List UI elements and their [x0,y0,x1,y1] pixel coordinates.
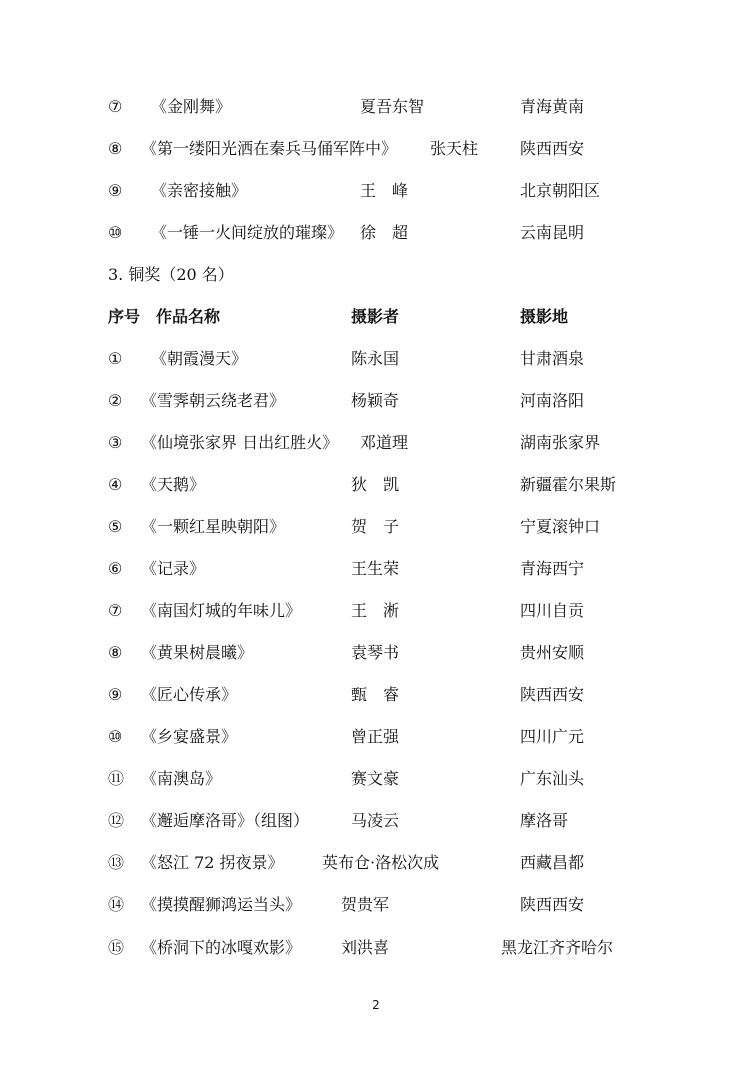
page-number: 2 [372,998,380,1012]
table-row [0,681,752,709]
photographer: 曾正强 [351,727,400,746]
row-number: ⑧ [108,643,123,662]
photographer: 邓道理 [360,433,409,452]
row-number: ⑪ [108,769,125,788]
header-photographer: 摄影者 [351,307,400,326]
table-header [0,303,752,331]
photographer: 贺 子 [351,517,400,536]
shooting-location: 陕西西安 [520,895,585,914]
shooting-location: 陕西西安 [520,139,585,158]
row-number: ⑦ [108,97,123,116]
shooting-location: 陕西西安 [520,685,585,704]
work-title: 《黄果树晨曦》 [141,643,254,662]
row-number: ⑭ [108,895,125,914]
photographer: 杨颖奇 [351,391,400,410]
shooting-location: 甘肃酒泉 [520,349,585,368]
table-row [0,93,752,121]
photographer: 袁琴书 [351,643,400,662]
section-heading-bronze: 3. 铜奖（20 名） [108,265,234,284]
table-row [0,219,752,247]
photographer: 英布仓·洛松次成 [322,853,440,872]
work-title: 《南国灯城的年味儿》 [141,601,302,620]
work-title: 《仙境张家界 日出红胜火》 [141,433,339,452]
row-number: ⑨ [108,685,123,704]
row-number: ⑨ [108,181,123,200]
work-title: 《金刚舞》 [151,97,232,116]
shooting-location: 广东汕头 [520,769,585,788]
photographer: 王生荣 [351,559,400,578]
table-row [0,513,752,541]
work-title: 《一颗红星映朝阳》 [141,517,286,536]
row-number: ⑧ [108,139,123,158]
table-row [0,765,752,793]
photographer: 张天柱 [430,139,479,158]
row-number: ④ [108,475,123,494]
row-number: ⑦ [108,601,123,620]
photographer: 赛文豪 [351,769,400,788]
photographer: 夏吾东智 [360,97,425,116]
table-row [0,345,752,373]
photographer: 徐 超 [360,223,409,242]
table-row [0,135,752,163]
shooting-location: 贵州安顺 [520,643,585,662]
work-title: 《第一缕阳光洒在秦兵马俑军阵中》 [141,139,398,158]
photographer: 王 峰 [360,181,409,200]
shooting-location: 河南洛阳 [520,391,585,410]
work-title: 《南澳岛》 [141,769,222,788]
shooting-location: 青海西宁 [520,559,585,578]
photographer: 狄 凯 [351,475,400,494]
shooting-location: 西藏昌都 [520,853,585,872]
work-title: 《一锤一火间绽放的璀璨》 [151,223,344,242]
work-title: 《朝霞漫天》 [151,349,248,368]
header-location: 摄影地 [520,307,569,326]
work-title: 《怒江 72 拐夜景》 [141,853,284,872]
photographer: 贺贵军 [341,895,390,914]
shooting-location: 黑龙江齐齐哈尔 [501,938,614,957]
work-title: 《天鹅》 [141,475,206,494]
photographer: 刘洪喜 [341,938,390,957]
header-number-title: 序号 作品名称 [108,307,221,326]
row-number: ⑫ [108,811,125,830]
row-number: ⑬ [108,853,125,872]
photographer: 甄 睿 [351,685,400,704]
work-title: 《雪霁朝云绕老君》 [141,391,286,410]
shooting-location: 新疆霍尔果斯 [520,475,617,494]
shooting-location: 湖南张家界 [520,433,601,452]
table-row [0,597,752,625]
table-row [0,555,752,583]
shooting-location: 四川广元 [520,727,585,746]
table-row [0,471,752,499]
table-row [0,639,752,667]
shooting-location: 云南昆明 [520,223,585,242]
row-number: ⑩ [108,727,123,746]
shooting-location: 青海黄南 [520,97,585,116]
work-title: 《摸摸醒狮鸿运当头》 [141,895,302,914]
shooting-location: 四川自贡 [520,601,585,620]
table-row [0,934,752,962]
row-number: ① [108,349,123,368]
table-row [0,429,752,457]
table-row [0,723,752,751]
row-number: ⑮ [108,938,125,957]
table-row [0,849,752,877]
row-number: ③ [108,433,123,452]
shooting-location: 北京朝阳区 [520,181,601,200]
table-row [0,807,752,835]
row-number: ⑩ [108,223,123,242]
table-row [0,387,752,415]
photographer: 陈永国 [351,349,400,368]
work-title: 《匠心传承》 [141,685,238,704]
work-title: 《桥洞下的冰嘎欢影》 [141,938,302,957]
photographer: 王 淅 [351,601,400,620]
row-number: ② [108,391,123,410]
work-title: 《记录》 [141,559,206,578]
table-row [0,177,752,205]
work-title: 《亲密接触》 [151,181,248,200]
row-number: ⑤ [108,517,123,536]
work-title: 《乡宴盛景》 [141,727,238,746]
shooting-location: 宁夏滚钟口 [520,517,601,536]
table-row [0,891,752,919]
shooting-location: 摩洛哥 [520,811,569,830]
row-number: ⑥ [108,559,123,578]
work-title: 《邂逅摩洛哥》（组图） [141,811,310,830]
photographer: 马凌云 [351,811,400,830]
